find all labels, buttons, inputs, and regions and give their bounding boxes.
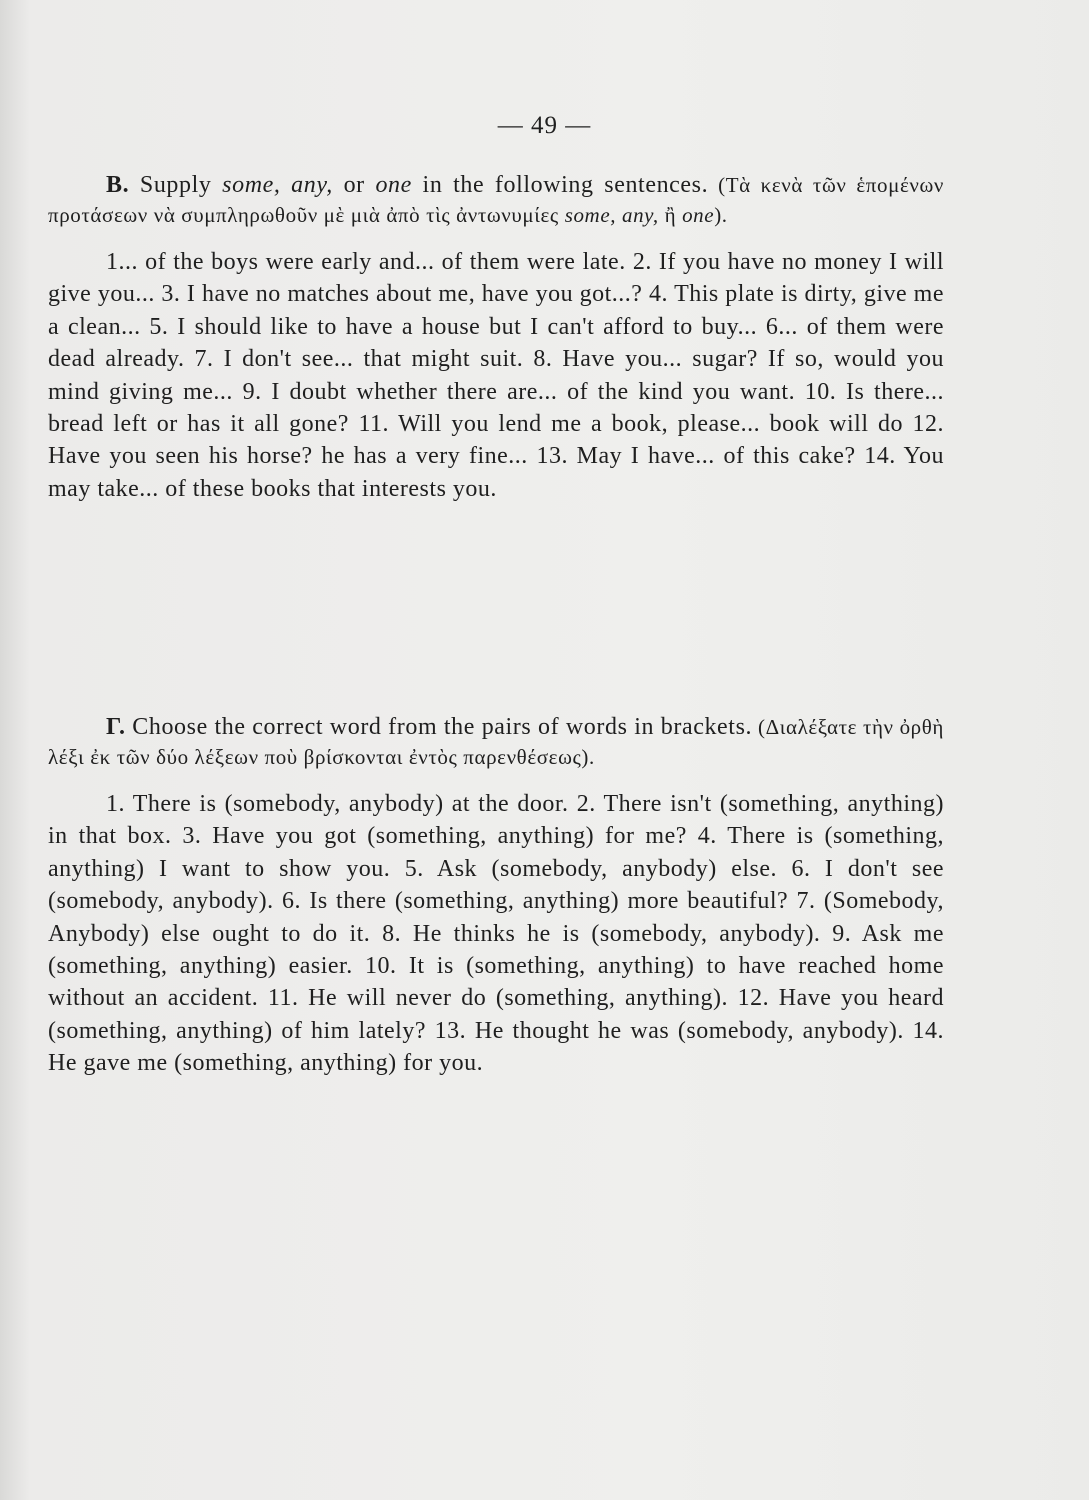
section-b <box>48 170 944 529</box>
page-number: — 49 — <box>497 112 592 139</box>
word-some: some, <box>222 172 281 198</box>
section-g <box>48 712 944 1104</box>
section-b-heading: B. Supply some, any, or one in the following sentences. (Τὰ κενὰ τῶν ἑπομένων προτάσεων νὰ συμπληρωθοῦν μὲ μιὰ ἀπὸ τὶς ἀντωνυμίες some, any, ἢ one). <box>48 172 944 227</box>
section-b-intro: Supply <box>129 172 223 198</box>
section-g-exercise: 1. There is (somebody, anybody) at the door. 2. There isn't (something, anything) in that box. 3. Have you got (something, anything) for me? 4. There is (something, anything) I want to show you. 5. Ask (somebody, anybody) else. 6. I don't see (somebody, anybody). 6. Is there (something, anything) more beautiful? 7. (Somebody, Anybody) else ought to do it. 8. He thinks he is (somebody, anybody). 9. Ask me (something, anything) easier. 10. It is (something, anything) to have reached home without an accident. 11. He will never do (something, anything). 12. Have you heard (something, anything) of him lately? 13. He thought he was (somebody, anybody). 14. He gave me (something, anything) for you. <box>48 791 944 1077</box>
section-b-exercise: 1... of the boys were early and... of them were late. 2. If you have no money I will give you... 3. I have no matches about me, have you got...? 4. This plate is dirty, give me a clean... 5. I should like to have a house but I can't afford to buy... 6... of them were dead already. 7. I don't see... that might suit. 8. Have you... sugar? If so, would you mind giving me... 9. I doubt whether there are... of the kind you want. 10. Is there... bread left or has it all gone? 11. Will you lend me a book, please... book will do 12. Have you seen his horse? he has a very fine... 13. May I have... of this cake? 14. You may take... of these books that interests you. <box>48 249 944 502</box>
greek-word-any: any, <box>621 203 659 227</box>
section-g-heading <box>48 712 944 772</box>
section-b-greek: (Τὰ κενὰ τῶν ἑπομένων προτάσεων νὰ συμπληρωθοῦν μὲ μιὰ ἀπὸ τὶς ἀντωνυμίες <box>48 173 944 227</box>
greek-word-some: some, <box>564 203 617 227</box>
word-one: one <box>375 172 412 198</box>
section-b-letter: B. <box>106 172 130 198</box>
greek-word-one: one <box>682 203 715 227</box>
section-g-letter: Γ. <box>106 714 126 740</box>
section-g-greek: (Διαλέξατε τὴν ὀρθὴ λέξι ἐκ τῶν δύο λέξεων ποὺ βρίσκονται ἐντὸς παρενθέσεως). <box>48 715 944 769</box>
word-any: any, <box>291 172 333 198</box>
section-g-intro: Choose the correct word from the pairs of words in <box>125 714 661 740</box>
brackets-word: brackets. <box>660 714 753 740</box>
